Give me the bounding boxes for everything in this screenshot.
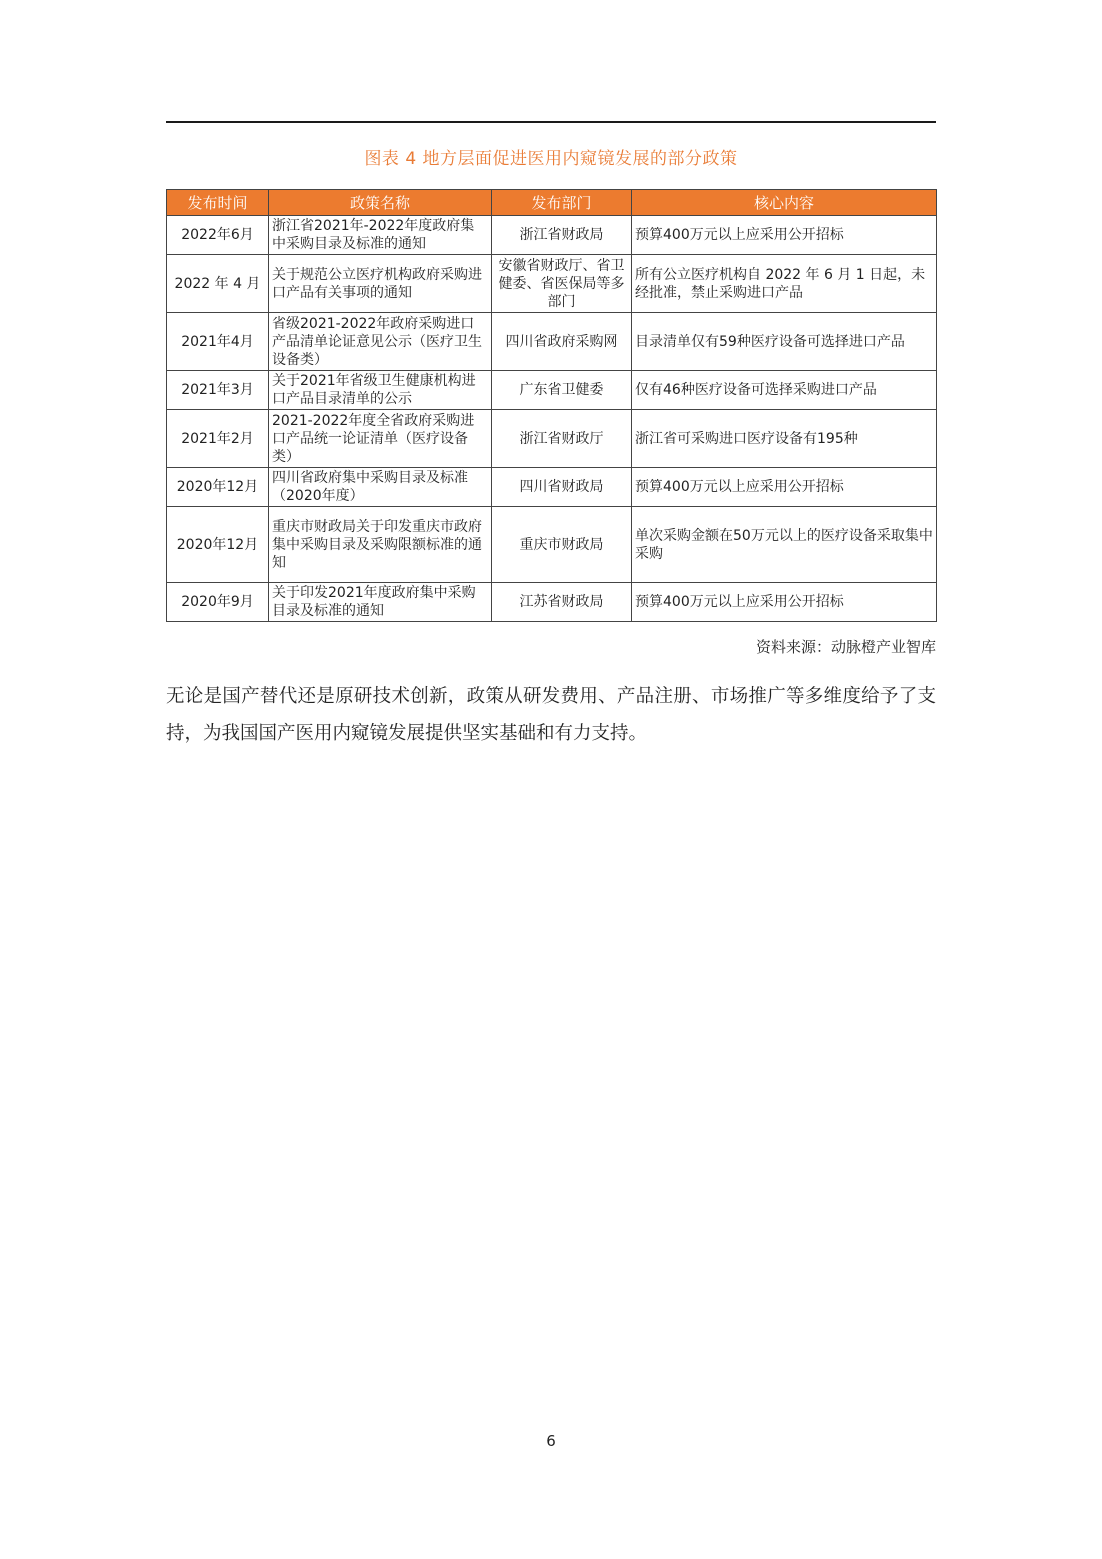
- table-header-row: [167, 190, 937, 216]
- header-policy-name: 政策名称: [269, 190, 492, 216]
- body-paragraph: 无论是国产替代还是原研技术创新，政策从研发费用、产品注册、市场推广等多维度给予了支持，为我国国产医用内窥镜发展提供坚实基础和有力支持。: [166, 686, 936, 744]
- header-core-content: 核心内容: [632, 190, 937, 216]
- table-row: [167, 410, 937, 468]
- cell-date: 2022 年 4 月: [167, 255, 269, 313]
- cell-core-content: 浙江省可采购进口医疗设备有195种: [632, 410, 937, 468]
- cell-date: 2020年9月: [167, 583, 269, 622]
- table-row: [167, 507, 937, 583]
- cell-date: 2022年6月: [167, 216, 269, 255]
- cell-policy-name: 2021-2022年度全省政府采购进口产品统一论证清单（医疗设备类）: [269, 410, 492, 468]
- table-row: [167, 216, 937, 255]
- policy-table: [166, 189, 937, 622]
- cell-department: 四川省财政局: [492, 468, 632, 507]
- table-row: [167, 371, 937, 410]
- cell-core-content: 仅有46种医疗设备可选择采购进口产品: [632, 371, 937, 410]
- cell-core-content: 预算400万元以上应采用公开招标: [632, 216, 937, 255]
- cell-date: 2021年4月: [167, 313, 269, 371]
- cell-department: 四川省政府采购网: [492, 313, 632, 371]
- source-note: 资料来源：动脉橙产业智库: [755, 638, 936, 656]
- cell-policy-name: 重庆市财政局关于印发重庆市政府集中采购目录及采购限额标准的通知: [269, 507, 492, 583]
- cell-policy-name: 关于2021年省级卫生健康机构进口产品目录清单的公示: [269, 371, 492, 410]
- cell-core-content: 预算400万元以上应采用公开招标: [632, 583, 937, 622]
- header-department: 发布部门: [492, 190, 632, 216]
- cell-department: 江苏省财政局: [492, 583, 632, 622]
- cell-policy-name: 关于印发2021年度政府集中采购目录及标准的通知: [269, 583, 492, 622]
- table-row: [167, 468, 937, 507]
- header-rule: [166, 121, 936, 123]
- page-number: 6: [546, 1432, 556, 1450]
- cell-department: 安徽省财政厅、省卫健委、省医保局等多部门: [492, 255, 632, 313]
- cell-core-content: 目录清单仅有59种医疗设备可选择进口产品: [632, 313, 937, 371]
- cell-policy-name: 浙江省2021年-2022年度政府集中采购目录及标准的通知: [269, 216, 492, 255]
- cell-date: 2021年3月: [167, 371, 269, 410]
- cell-date: 2020年12月: [167, 507, 269, 583]
- figure-caption: 图表 4 地方层面促进医用内窥镜发展的部分政策: [364, 149, 738, 169]
- cell-policy-name: 省级2021-2022年政府采购进口产品清单论证意见公示（医疗卫生设备类）: [269, 313, 492, 371]
- cell-policy-name: 四川省政府集中采购目录及标准（2020年度）: [269, 468, 492, 507]
- cell-date: 2020年12月: [167, 468, 269, 507]
- table-row: [167, 255, 937, 313]
- cell-department: 广东省卫健委: [492, 371, 632, 410]
- table-row: [167, 313, 937, 371]
- cell-department: 重庆市财政局: [492, 507, 632, 583]
- cell-policy-name: 关于规范公立医疗机构政府采购进口产品有关事项的通知: [269, 255, 492, 313]
- cell-core-content: 单次采购金额在50万元以上的医疗设备采取集中采购: [632, 507, 937, 583]
- cell-core-content: 预算400万元以上应采用公开招标: [632, 468, 937, 507]
- cell-department: 浙江省财政局: [492, 216, 632, 255]
- cell-department: 浙江省财政厅: [492, 410, 632, 468]
- table-row: [167, 583, 937, 622]
- cell-date: 2021年2月: [167, 410, 269, 468]
- cell-core-content: 所有公立医疗机构自 2022 年 6 月 1 日起，未经批准，禁止采购进口产品: [632, 255, 937, 313]
- header-date: 发布时间: [167, 190, 269, 216]
